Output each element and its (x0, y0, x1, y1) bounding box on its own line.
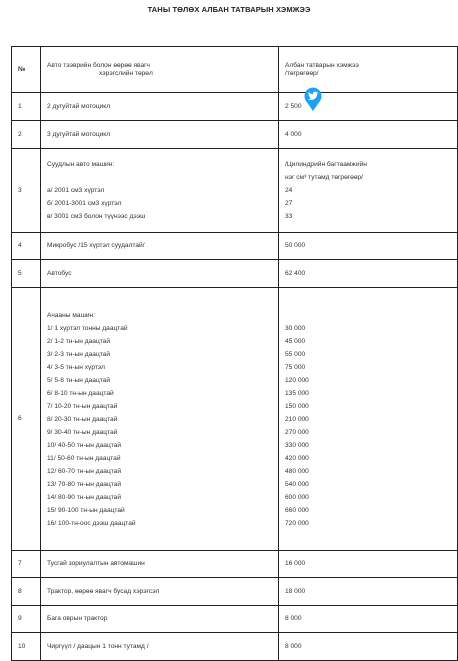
sub-type: 14/ 80-90 тн-ын даацтай (47, 493, 122, 501)
table-row (12, 288, 458, 551)
sub-type: 8/ 20-30 тн-ын даацтай (47, 415, 118, 423)
sub-rate: 480 000 (285, 467, 309, 475)
row-rate (279, 288, 458, 551)
sub-type: б/ 2001-3001 см3 хүртэл (47, 200, 122, 207)
header-no: № (12, 47, 41, 93)
table-row (12, 121, 458, 149)
row-type-title: Суудлын авто машин: (47, 161, 115, 168)
row-no: 3 (12, 149, 41, 233)
sub-rate: 45 000 (285, 337, 306, 345)
sub-rate: 210 000 (285, 415, 309, 423)
row-rate: 18 000 (279, 578, 458, 606)
sub-type: 4/ 3-5 тн-ын хүртэл (47, 363, 105, 371)
sub-type: 6/ 8-10 тн-ын даацтай (47, 389, 114, 397)
row-no: 4 (12, 233, 41, 260)
sub-rate: 24 (285, 187, 293, 194)
row-no: 5 (12, 260, 41, 288)
row-type (41, 288, 279, 551)
row-rate: 8 000 (279, 633, 458, 661)
twitter-share-icon[interactable] (303, 86, 323, 112)
sub-type: 12/ 60-70 тн-ын даацтай (47, 467, 122, 475)
sub-rate: 150 000 (285, 402, 309, 410)
rate-note: нэг см³ тутамд төгрөгөөр/ (285, 174, 363, 181)
sub-type: в/ 3001 см3 болон түүнээс дээш (47, 213, 146, 220)
row-no: 1 (12, 93, 41, 121)
sub-type: 15/ 90-100 тн-ын даацтай (47, 506, 125, 514)
sub-type: 13/ 70-80 тн-ын даацтай (47, 480, 122, 488)
header-vehicle-type: Авто тээврийн болон өөрөө явагч хэрэгслийн төрөл (41, 47, 279, 93)
sub-rate: 330 000 (285, 441, 309, 449)
sub-type: 16/ 100-тн-оос дээш даацтай (47, 519, 136, 527)
sub-type: 2/ 1-2 тн-ын даацтай (47, 337, 111, 345)
sub-rate: 135 000 (285, 389, 309, 397)
row-type: Автобус (41, 260, 279, 288)
sub-rate: 720 000 (285, 519, 309, 527)
sub-type: 7/ 10-20 тн-ын даацтай (47, 402, 118, 410)
sub-type: 3/ 2-3 тн-ын даацтай (47, 350, 111, 358)
table-row (12, 93, 458, 121)
sub-type: 10/ 40-50 тн-ын даацтай (47, 441, 122, 449)
row-type-title: Ачааны машин: (47, 311, 96, 319)
row-type: 3 дугуйтай мотоцикл (41, 121, 279, 149)
sub-rate: 270 000 (285, 428, 309, 436)
table-row (12, 149, 458, 233)
row-no: 6 (12, 288, 41, 551)
row-type: Тусгай зориулалтын автомашин (41, 551, 279, 578)
sub-type: а/ 2001 см3 хүртэл (47, 187, 105, 194)
table-row (12, 551, 458, 578)
row-type: Чиргүүл / даацын 1 тонн тутамд / (41, 633, 279, 661)
sub-rate: 540 000 (285, 480, 309, 488)
table-row (12, 633, 458, 661)
sub-rate: 30 000 (285, 324, 306, 332)
rate-note: /Цилиндрийн багтаамжийн (285, 161, 367, 168)
sub-rate: 75 000 (285, 363, 306, 371)
row-no: 10 (12, 633, 41, 661)
sub-rate: 33 (285, 213, 293, 220)
sub-type: 11/ 50-60 тн-ын даацтай (47, 454, 121, 462)
row-no: 9 (12, 606, 41, 633)
row-rate: 8 000 (279, 606, 458, 633)
row-rate: 62 400 (279, 260, 458, 288)
row-rate: 16 000 (279, 551, 458, 578)
table-row (12, 606, 458, 633)
sub-type: 9/ 30-40 тн-ын даацтай (47, 428, 118, 436)
row-type: Микробус /15 хүртэл суудалтай/ (41, 233, 279, 260)
row-rate: 50 000 (279, 233, 458, 260)
table-row (12, 260, 458, 288)
row-no: 7 (12, 551, 41, 578)
row-type (41, 149, 279, 233)
header-tax-amount: Албан татварын хэмжээ /төгрөгөөр/ (279, 47, 458, 93)
row-rate: 4 000 (279, 121, 458, 149)
page-title: ТАНЫ ТӨЛӨХ АЛБАН ТАТВАРЫН ХЭМЖЭЭ (147, 5, 311, 14)
table-row (12, 233, 458, 260)
row-type: 2 дугуйтай мотоцикл (41, 93, 279, 121)
table-row (12, 578, 458, 606)
row-type: Бага оврын трактор (41, 606, 279, 633)
row-no: 2 (12, 121, 41, 149)
tax-rate-table (11, 46, 458, 661)
row-type: Трактор, өөрөө явагч бусад хэрэгсэл (41, 578, 279, 606)
sub-rate: 660 000 (285, 506, 309, 514)
sub-rate: 120 000 (285, 376, 309, 384)
row-rate: 2 500 (279, 93, 458, 121)
sub-type: 1/ 1 хүртэл тонны даацтай (47, 324, 128, 332)
sub-rate: 27 (285, 200, 293, 207)
row-no: 8 (12, 578, 41, 606)
row-rate (279, 149, 458, 233)
sub-rate: 600 000 (285, 493, 309, 501)
sub-rate: 420 000 (285, 454, 309, 462)
table-header-row (12, 47, 458, 93)
sub-rate: 55 000 (285, 350, 306, 358)
sub-type: 5/ 5-8 тн-ын даацтай (47, 376, 111, 384)
